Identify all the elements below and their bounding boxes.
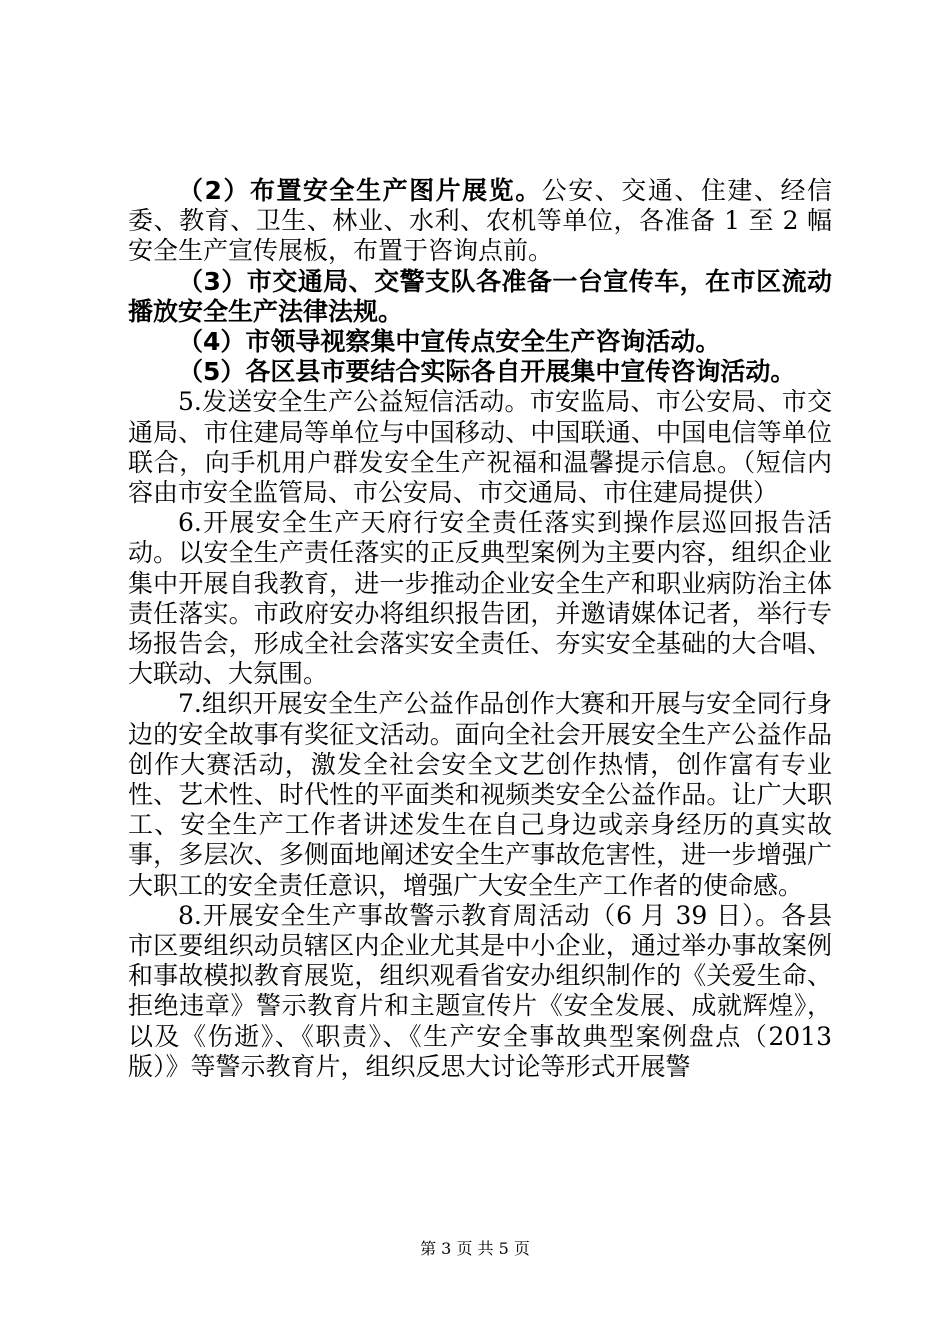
paragraph-item-5: 5.发送安全生产公益短信活动。市安监局、市公安局、市交通局、市住建局等单位与中国移动、中国联通、中国电信等单位联合，向手机用户群发安全生产祝福和温馨提示信息。（短信内容由市安全监管局、市公安局、市交通局、市住建局提供） — [128, 387, 832, 508]
paragraph-5: （5）各区县市要结合实际各自开展集中宣传咨询活动。 — [178, 357, 796, 387]
paragraph-item-6: 6.开展安全生产天府行安全责任落实到操作层巡回报告活动。以安全生产责任落实的正反典型案例为主要内容，组织企业集中开展自我教育，进一步推动企业安全生产和职业病防治主体责任落实。市政府安办将组织报告团，并邀请媒体记者，举行专场报告会，形成全社会落实安全责任、夯实安全基础的大合唱、大联动、大氛围。 — [128, 508, 832, 689]
paragraph-2 — [128, 176, 832, 267]
document-body — [128, 176, 832, 1082]
page-footer: 第 3 页 共 5 页 — [420, 1239, 530, 1258]
paragraph-3: （3）市交通局、交警支队各准备一台宣传车，在市区流动播放安全生产法律法规。 — [128, 266, 832, 326]
paragraph-item-7: 7.组织开展安全生产公益作品创作大赛和开展与安全同行身边的安全故事有奖征文活动。面向全社会开展安全生产公益作品创作大赛活动，激发全社会安全文艺创作热情，创作富有专业性、艺术性、时代性的平面类和视频类安全公益作品。让广大职工、安全生产工作者讲述发生在自己身边或亲身经历的真实故事，多层次、多侧面地阐述安全生产事故危害性，进一步增强广大职工的安全责任意识，增强广大安全生产工作者的使命感。 — [128, 689, 832, 900]
paragraph-2-lead: （2）布置安全生产图片展览。 — [178, 176, 542, 205]
paragraph-item-8: 8.开展安全生产事故警示教育周活动（6 月 39 日）。各县市区要组织动员辖区内企业尤其是中小企业，通过举办事故案例和事故模拟教育展览，组织观看省安办组织制作的《关爱生命、拒绝违章》警示教育片和主题宣传片《安全发展、成就辉煌》，以及《伤逝》、《职责》、《生产安全事故典型案例盘点（2013 版）》等警示教育片，组织反思大讨论等形式开展警 — [128, 900, 832, 1081]
paragraph-4: （4）市领导视察集中宣传点安全生产咨询活动。 — [178, 327, 721, 357]
paragraph-2-rest: 公安、交通、住建、经信委、教育、卫生、林业、水利、农机等单位，各准备 1 至 2 幅安全生产宣传展板，布置于咨询点前。 — [128, 176, 832, 266]
